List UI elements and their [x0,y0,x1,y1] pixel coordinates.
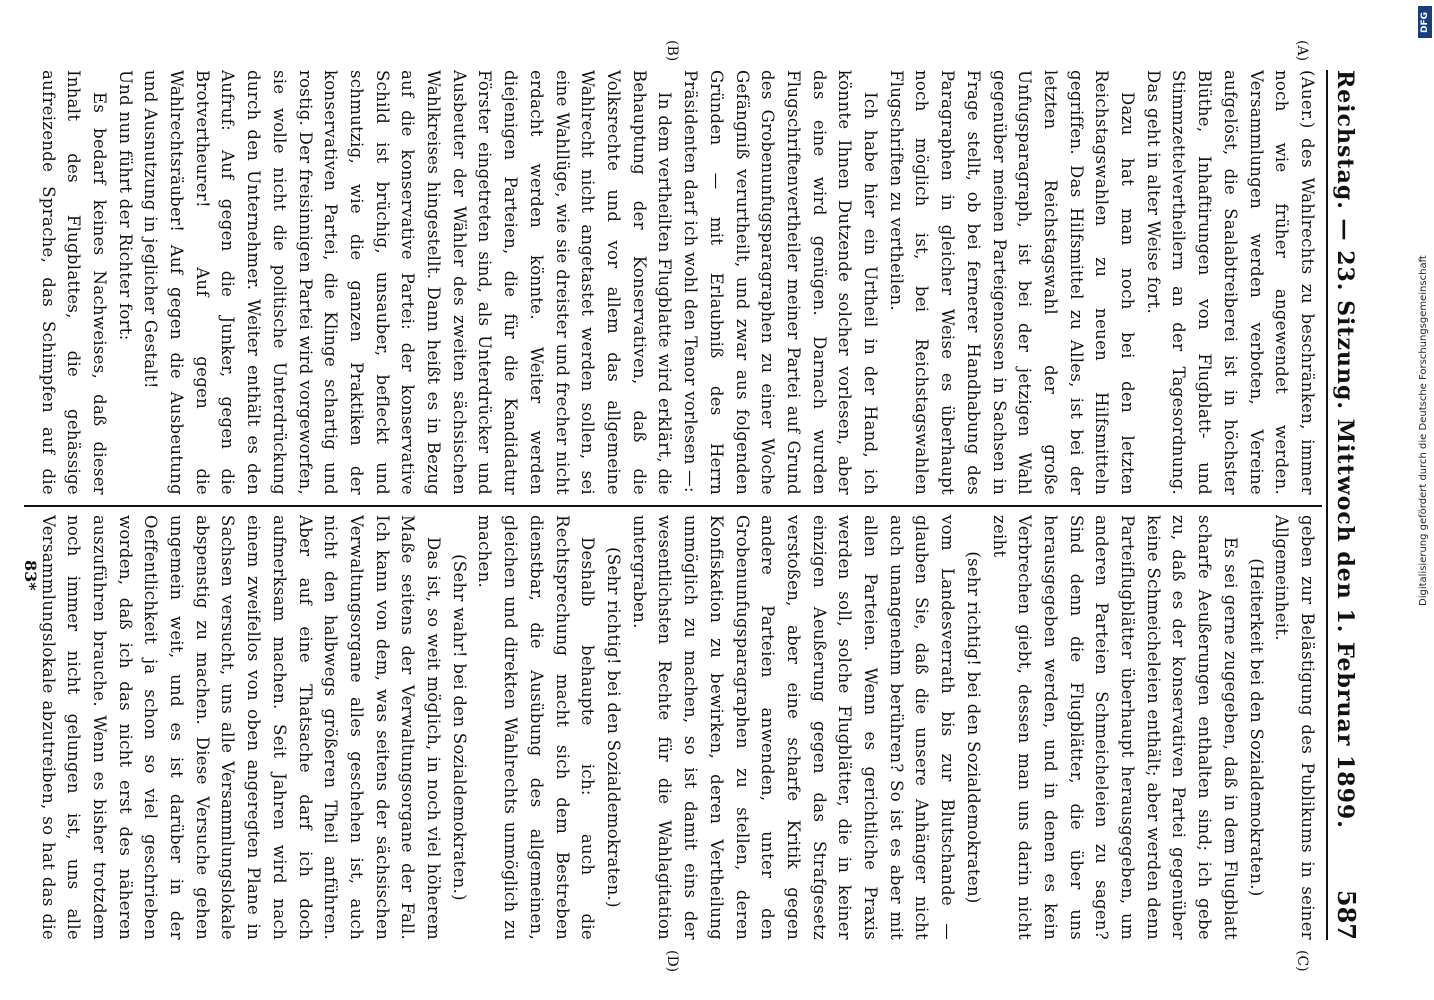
paragraph: vom Landesverrath bis zur Blutschande — glauben Sie, daß die unsere Anhänger nicht auch unangenehm berühren? So ist es aber mit allen Parteien. Wenn es gerichtliche Praxis werden soll, solche Flugblätter, die in keiner einzigen Aeußerung gegen das Strafgesetz verstoßen, aber eine scharfe Kritik gegen andere Parteien anwenden, unter den Grobenunfugsparagraphen zu stellen, deren Konfiskation zu bewirken, deren Vertheilung unmöglich zu machen, so ist damit eins der wesentlichsten Rechte für die Wahlagitation untergraben. [629,515,958,940]
interjection: (Sehr richtig! bei den Sozialdemokraten.) [604,547,624,908]
running-title: Reichstag. — 23. Sitzung. Mittwoch den 1. Februar 1899. [1332,70,1358,829]
dfg-logo-icon: DFG [1418,6,1432,38]
paragraph: Das ist, so weit möglich, in noch viel höherem Maße seitens der Verwaltungsorgane der Fall. Ich kann von dem, was seitens der sächsischen Verwaltungsorgane alles geschehen ist, auch nicht den halbwegs größeren Theil anführen. Aber auf eine Thatsache darf ich doch aufmerksam machen. Seit Jahren wird nach einem zweifellos von oben angeregten Plane in Sachsen versucht, uns alle Versammlungslokale abspenstig zu machen. Diese Versuche gehen ungemein weit, und es ist darüber in der Oeffentlichkeit ja schon so viel geschrieben worden, daß ich das nicht erst des näheren auszuführen brauche. Wenn es bisher trotzdem noch immer nicht gelungen ist, uns alle Versammlungslokale abzutreiben, so hat das die [38,515,444,940]
margin-marker-b: (B) [664,40,680,62]
signature-mark: 83* [21,560,40,591]
column-divider [24,505,1322,507]
margin-marker-d: (D) [664,950,680,973]
page-number: 587 [1332,889,1361,940]
interjection: (Sehr wahr! bei den Sozialdemokraten.) [449,554,469,901]
paragraph: Dazu hat man noch bei den letzten Reichstagswahlen zu neuen Hilfsmitteln gegriffen. Das Hilfsmittel zu Alles, ist bei der letzten Reichstagswahl der große Unfugsparagraph, ist bei der jetzigen Wahl gegenüber meinen Parteigenossen in Sachsen in Frage stellt, ob bei fernerer Handhabung des Paragraphen in gleicher Weise es überhaupt noch möglich ist, bei Reichstagswahlen Flugschriften zu vertheilen. [886,70,1138,495]
quoted-paragraph: In dem vertheilten Flugblatte wird erklärt, die Behauptung der Konservativen, daß die Volksrechte und vor allem das allgemeine Wahlrecht nicht angetastet werden sollen, sei eine Wahllüge, wie sie dreister und frecher nicht erdacht werden könnte. Weiter werden diejenigen Parteien, die für die Kandidatur Förster eingetreten sind, als Unterdrücker und Ausbeuter der Wähler des zweiten sächsischen Wahlkreises hingestellt. Dann heißt es in Bezug auf die konservative Partei: der konservative Schild ist brüchig, unsauber, befleckt und schmutzig, wie die ganzen Praktiken der konservativen Partei, die Klinge schartig und rostig. Der freisinnigen Partei wird vorgeworfen, sie wolle nicht die politische Unterdrückung durch den Unternehmer. Weiter enthält es den Aufruf: Auf gegen die Junker, gegen die Brotvertheurer! Auf gegen die Wahlrechtsräuber! Auf gegen die Ausbeutung und Ausnutzung in jeglicher Gestalt! [141,70,675,495]
paragraph: Und nun führt der Richter fort: [115,70,135,341]
paragraph: (Auer.) des Wahlrechts zu beschränken, immer noch wie früher angewendet werden. Versammlungen werden verboten, Vereine aufgelöst, die Saalabtreiberei ist in höchster Blüthe, Inhaftirungen von Flugblatt- und Stimmzettelvertheilern an der Tagesordnung. Das geht in alter Weise fort. [1143,70,1317,495]
quoted-paragraph: Es sei gerne zugegeben, daß in dem Flugblatt scharfe Aeußerungen enthalten sind; ich gebe zu, daß es der konservativen Partei gegenüber keine Schmeicheleien enthält; aber werden denn Parteiflugblätter überhaupt herausgegeben, um anderen Parteien Schmeicheleien zu sagen? Sind denn die Flugblätter, die über uns herausgegeben werden, und in denen es kein Verbrechen giebt, dessen man uns darin nicht zeiht [989,515,1240,940]
paragraph: Deshalb behaupte ich: auch die Rechtsprechung macht sich dem Bestreben dienstbar, die Ausübung des allgemeinen, gleichen und direkten Wahlrechts unmöglich zu machen. [475,515,598,940]
interjection: (sehr richtig! bei den Sozialdemokraten) [963,551,983,904]
text-column-left [30,70,1320,495]
paragraph: geben zur Belästigung des Publikums in seiner Allgemeinheit. [1272,515,1317,940]
paragraph: Ich habe hier ein Urtheil in der Hand, ich könnte Ihnen Dutzende solcher vorlesen, aber das eine wird genügen. Darnach wurden Flugschriftenvertheiler meiner Partei auf Grund des Grobenunfugsparagraphen zu einer Woche Gefängniß verurtheilt, und zwar aus folgenden Gründen — mit Erlaubniß des Herrn Präsidenten darf ich wohl den Tenor vorlesen —: [681,70,881,495]
page-header [1326,70,1372,940]
text-column-right [30,515,1320,940]
margin-marker-a: (A) [1294,40,1310,62]
margin-marker-c: (C) [1294,950,1310,972]
digitization-notice: Digitalisierung gefördert durch die Deutsche Forschungsgemeinschaft [1418,255,1429,606]
interjection: (Heiterkeit bei den Sozialdemokraten.) [1246,558,1266,897]
digitization-stamp [1418,6,1432,994]
quoted-paragraph: Es bedarf keines Nachweises, daß dieser Inhalt des Flugblattes, die gehässige aufreizende Sprache, das Schimpfen auf die [38,70,109,495]
